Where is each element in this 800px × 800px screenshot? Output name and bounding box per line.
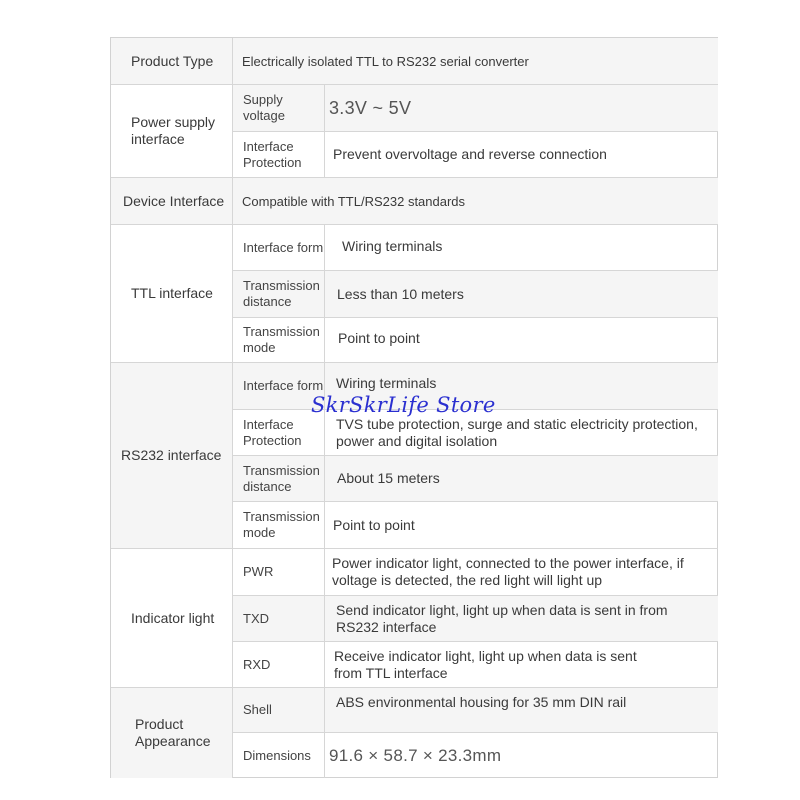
label-text: Interface form [243,239,324,255]
sub-label-shell [232,687,324,732]
value-supply-voltage [324,84,718,131]
sub-label-rs232-distance [232,455,324,501]
row-label-power-supply [111,84,232,177]
label-text: Transmission distance [243,462,320,494]
value-ttl-interface-form [324,224,718,270]
label-text: Power supply interface [131,114,216,147]
label-text: Transmission mode [243,509,320,540]
value-text: Wiring terminals [336,375,437,391]
value-power-protection [324,131,718,177]
value-text: Compatible with TTL/RS232 standards [242,193,466,209]
label-text: TXD [243,610,269,626]
label-text: TTL interface [131,285,213,301]
label-text: Indicator light [131,609,215,626]
label-text: Transmission distance [243,278,320,309]
value-text: TVS tube protection, surge and static electricity protection, power and digital isolation [336,415,698,449]
label-text: Shell [243,702,272,717]
sub-label-power-protection [232,131,324,177]
row-label-indicator [111,548,232,687]
value-text: Power indicator light, connected to the power interface, if voltage is detected, the red light will light up [332,555,684,588]
value-text: Wiring terminals [342,238,443,254]
label-text: Interface Protection [243,416,302,448]
row-label-device-interface [111,177,232,224]
sub-label-rxd [232,641,324,687]
label-text: RS232 interface [121,447,222,463]
sub-label-ttl-interface-form [232,224,324,270]
label-text: Product Appearance [135,716,211,749]
row-label-rs232 [111,362,232,548]
value-shell [324,687,718,732]
label-text: Transmission mode [243,324,320,355]
value-txd [324,595,718,641]
value-rs232-mode [324,501,718,548]
value-dimensions [324,732,718,778]
value-text: Prevent overvoltage and reverse connection [333,146,607,162]
value-text: ABS environmental housing for 35 mm DIN rail [336,694,627,710]
value-text: Receive indicator light, light up when data is sent from TTL interface [334,647,637,681]
sub-label-supply-voltage [232,84,324,131]
value-text: 3.3V ~ 5V [329,97,412,118]
sub-label-txd [232,595,324,641]
value-text: Point to point [333,516,415,533]
label-text: Supply voltage [243,92,285,123]
value-text: Less than 10 meters [337,285,464,302]
value-text: About 15 meters [337,470,440,486]
label-text: RXD [243,656,271,672]
row-value-device-interface [232,177,718,224]
row-label-appearance [111,687,232,778]
row-label-product-type [111,38,232,84]
row-value-product-type [232,38,718,84]
value-text: 91.6 × 58.7 × 23.3mm [329,746,502,765]
label-text: Product Type [131,52,214,69]
sub-label-rs232-mode [232,501,324,548]
label-text: Dimensions [243,747,311,763]
label-text: Interface form [243,378,324,393]
row-label-ttl [111,224,232,362]
value-rs232-distance [324,455,718,501]
value-text: Send indicator light, light up when data is sent in from RS232 interface [336,601,668,635]
value-ttl-mode [324,317,718,362]
store-watermark: SkrSkrLife Store [311,393,496,417]
value-text: Point to point [338,330,420,346]
value-pwr [324,548,718,595]
sub-label-ttl-mode [232,317,324,362]
label-text: Device Interface [123,192,225,209]
sub-label-pwr [232,548,324,595]
sub-label-dimensions [232,732,324,778]
value-rxd [324,641,718,687]
sub-label-ttl-distance [232,270,324,317]
label-text: Interface Protection [243,138,302,170]
value-ttl-distance [324,270,718,317]
value-text: Electrically isolated TTL to RS232 serial converter [242,53,529,69]
label-text: PWR [243,564,274,579]
